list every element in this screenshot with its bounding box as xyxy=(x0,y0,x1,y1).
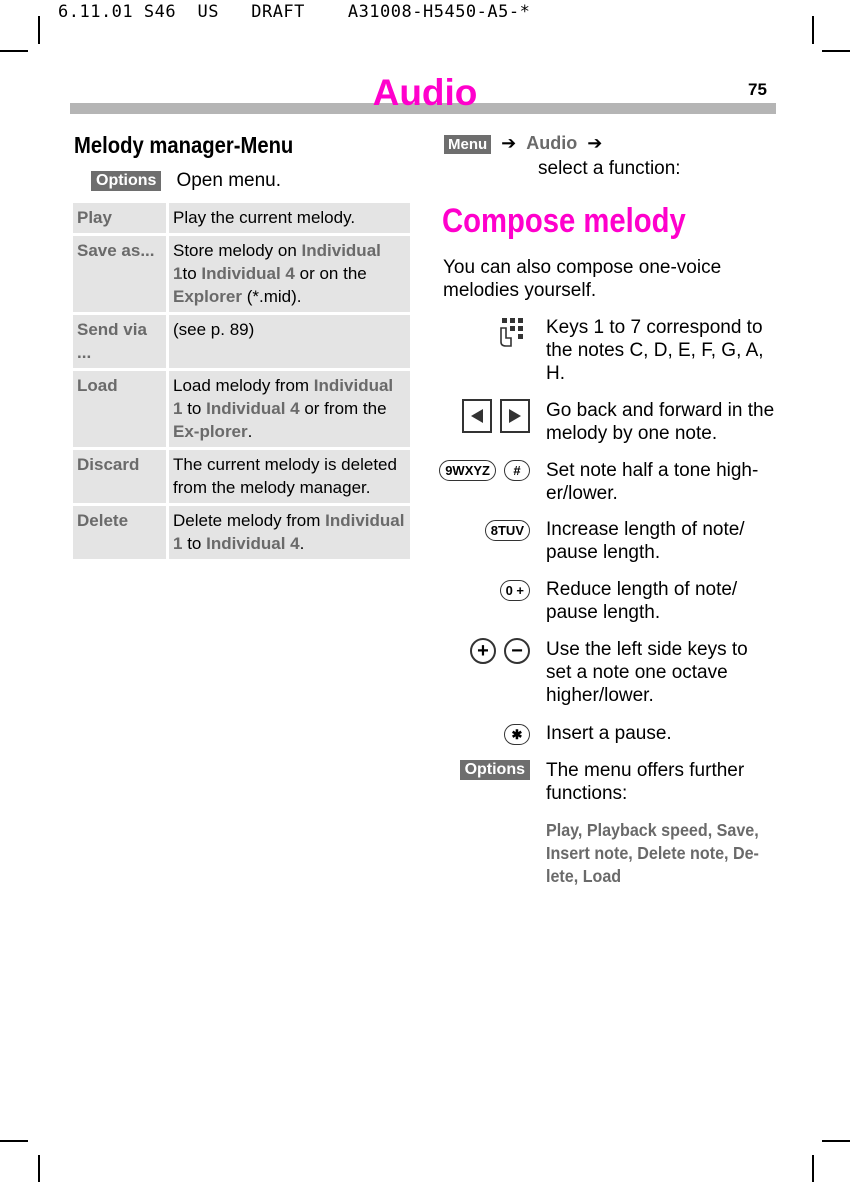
instruction-text: Increase length of note/ pause length. xyxy=(546,519,745,563)
crop-mark xyxy=(822,50,850,52)
menu-row xyxy=(73,236,410,312)
plus-key-icon[interactable]: + xyxy=(470,638,496,664)
compose-intro: You can also compose one-voice melodies yourself. xyxy=(443,257,722,301)
page-number: 75 xyxy=(748,80,767,99)
crop-mark xyxy=(38,16,40,44)
option-reference: Individual 1 xyxy=(173,241,381,283)
option-reference: Ex-plorer xyxy=(173,422,248,441)
option-reference: Individual 4 xyxy=(206,534,300,553)
arrow-right-icon: ➔ xyxy=(501,133,517,153)
crop-mark xyxy=(38,1155,40,1182)
key-8-icon[interactable]: 8TUV xyxy=(485,520,530,541)
description-text: . xyxy=(299,534,305,553)
crop-mark xyxy=(822,1140,850,1142)
function-list: Play, Playback speed, Save, Insert note, Delete note, De-lete, Load xyxy=(546,820,759,886)
menu-option-name[interactable]: Send via ... xyxy=(73,315,169,368)
description-text: or on the xyxy=(294,264,367,283)
description-text: The current melody is deleted from the melody manager. xyxy=(173,455,397,497)
crop-mark xyxy=(812,1155,814,1182)
star-key-icon[interactable]: ✱ xyxy=(504,724,530,745)
options-softkey[interactable]: Options xyxy=(91,171,161,191)
options-softkey[interactable]: Options xyxy=(460,760,530,780)
menu-option-description xyxy=(169,506,410,559)
option-reference: Explorer xyxy=(173,287,242,306)
description-text: (see p. 89) xyxy=(173,320,255,339)
instruction-text: Insert a pause. xyxy=(546,723,672,744)
instruction-text: The menu offers further functions: xyxy=(546,760,745,804)
option-reference: Individual 1 xyxy=(173,511,405,553)
menu-path-item: Audio xyxy=(526,133,578,153)
description-text: Play the current melody. xyxy=(173,208,356,227)
option-reference: Individual 4 xyxy=(206,399,300,418)
arrow-right-icon: ➔ xyxy=(587,133,603,153)
crop-mark xyxy=(0,1140,28,1142)
menu-option-description xyxy=(169,371,410,447)
menu-row xyxy=(73,506,410,559)
crop-mark xyxy=(0,50,28,52)
hash-key-icon[interactable]: # xyxy=(504,460,530,481)
description-text: Store melody xyxy=(173,241,278,260)
menu-option-name[interactable]: Play xyxy=(73,203,169,233)
instruction-text: Reduce length of note/ pause length. xyxy=(546,579,738,623)
instruction-text: Set note half a tone high-er/lower. xyxy=(546,460,759,504)
plus-minus-side-keys-icon xyxy=(470,638,530,664)
menu-row xyxy=(73,371,410,447)
menu-option-description xyxy=(169,236,410,312)
key-0-icon[interactable]: 0 + xyxy=(500,580,530,601)
description-text: (*.mid). xyxy=(241,287,302,306)
back-key-icon[interactable] xyxy=(462,399,492,433)
compose-heading: Compose melody xyxy=(442,202,686,240)
instruction-text: Use the left side keys to set a note one octave higher/lower. xyxy=(546,639,748,706)
menu-option-name[interactable]: Delete xyxy=(73,506,169,559)
description-text: to xyxy=(182,264,202,283)
crop-mark xyxy=(812,16,814,44)
menu-option-description xyxy=(169,450,410,503)
menu-option-name[interactable]: Save as... xyxy=(73,236,169,312)
instruction-text: Go back and forward in the melody by one note. xyxy=(546,400,775,444)
menu-softkey[interactable]: Menu xyxy=(444,135,491,154)
description-text: to xyxy=(182,534,207,553)
menu-row xyxy=(73,203,410,233)
option-reference: Individual 1 xyxy=(173,376,394,418)
options-line xyxy=(91,170,281,192)
keypad-icon xyxy=(498,316,530,348)
option-reference: Individual 4 xyxy=(201,264,295,283)
description-text: Load melody from xyxy=(173,376,314,395)
forward-key-icon[interactable] xyxy=(500,399,530,433)
menu-option-description xyxy=(169,203,410,233)
menu-option-description xyxy=(169,315,410,368)
description-text: Delete melody from xyxy=(173,511,326,530)
section-heading: Melody manager-Menu xyxy=(74,132,294,158)
description-text: or from the xyxy=(299,399,387,418)
menu-option-name[interactable]: Discard xyxy=(73,450,169,503)
menu-path-instruction: select a function: xyxy=(538,158,681,179)
menu-option-name[interactable]: Load xyxy=(73,371,169,447)
chapter-title: Audio xyxy=(372,72,478,113)
menu-row xyxy=(73,315,410,368)
options-description: Open menu. xyxy=(176,170,282,191)
description-text: on xyxy=(277,241,302,260)
description-text: . xyxy=(247,422,253,441)
key-9-icon[interactable]: 9WXYZ xyxy=(439,460,496,481)
description-text: to xyxy=(182,399,207,418)
menu-path xyxy=(444,133,681,180)
melody-menu-table xyxy=(73,200,410,562)
draft-header: 6.11.01 S46 US DRAFT A31008-H5450-A5-* xyxy=(58,2,531,22)
instruction-text: Keys 1 to 7 correspond to the notes C, D, E, F, G, A, H. xyxy=(546,317,764,384)
minus-key-icon[interactable]: − xyxy=(504,638,530,664)
menu-row xyxy=(73,450,410,503)
back-forward-icon xyxy=(462,399,530,433)
